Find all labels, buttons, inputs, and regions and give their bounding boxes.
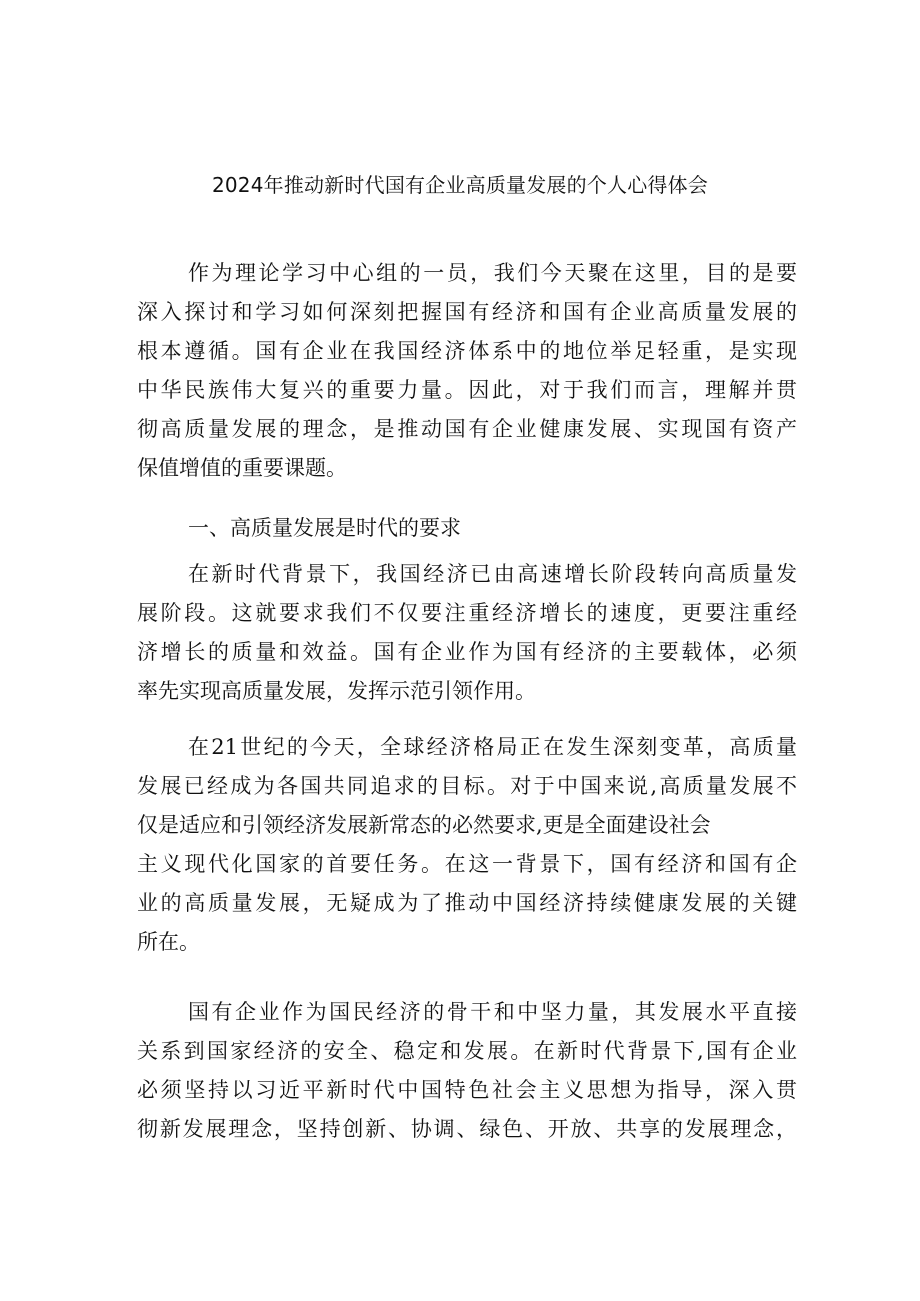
paragraph-1-line-2: 深入探讨和学习如何深刻把握国有经济和国有企业高质量发展的 (137, 300, 797, 324)
paragraph-2-line-4: 率先实现高质量发展，发挥示范引领作用。 (137, 679, 536, 703)
paragraph-3-line-5: 业的高质量发展，无疑成为了推动中国经济持续健康发展的关键 (137, 891, 797, 915)
paragraph-4-line-2: 关系到国家经济的安全、稳定和发展。在新时代背景下,国有企业 (137, 1039, 797, 1063)
paragraph-3-line-1: 在21世纪的今天，全球经济格局正在发生深刻变革，高质量 (188, 735, 797, 759)
paragraph-1-line-6: 保值增值的重要课题。 (137, 456, 347, 480)
section-heading-1: 一、高质量发展是时代的要求 (188, 516, 461, 540)
paragraph-1-line-4: 中华民族伟大复兴的重要力量。因此，对于我们而言，理解并贯 (137, 378, 797, 402)
paragraph-2-line-3: 济增长的质量和效益。国有企业作为国有经济的主要载体，必须 (137, 640, 797, 664)
paragraph-4-line-3: 必须坚持以习近平新时代中国特色社会主义思想为指导，深入贯 (137, 1078, 797, 1102)
paragraph-2-line-2: 展阶段。这就要求我们不仅要注重经济增长的速度，更要注重经 (137, 601, 797, 625)
paragraph-4-line-4: 彻新发展理念，坚持创新、协调、绿色、开放、共享的发展理念， (137, 1117, 797, 1141)
paragraph-3-line-3: 仅是适应和引领经济发展新常态的必然要求,更是全面建设社会 (137, 813, 711, 837)
paragraph-2-line-1: 在新时代背景下，我国经济已由高速增长阶段转向高质量发 (188, 562, 797, 586)
paragraph-3-line-2: 发展已经成为各国共同追求的目标。对于中国来说,高质量发展不 (137, 774, 797, 798)
document-title: 2024年推动新时代国有企业高质量发展的个人心得体会 (211, 173, 709, 197)
paragraph-1-line-1: 作为理论学习中心组的一员，我们今天聚在这里，目的是要 (188, 261, 797, 285)
paragraph-1-line-3: 根本遵循。国有企业在我国经济体系中的地位举足轻重，是实现 (137, 339, 797, 363)
paragraph-3-line-6: 所在。 (137, 930, 200, 954)
paragraph-3-line-4: 主义现代化国家的首要任务。在这一背景下，国有经济和国有企 (137, 852, 797, 876)
paragraph-4-line-1: 国有企业作为国民经济的骨干和中坚力量，其发展水平直接 (188, 1000, 797, 1024)
paragraph-1-line-5: 彻高质量发展的理念，是推动国有企业健康发展、实现国有资产 (137, 417, 797, 441)
